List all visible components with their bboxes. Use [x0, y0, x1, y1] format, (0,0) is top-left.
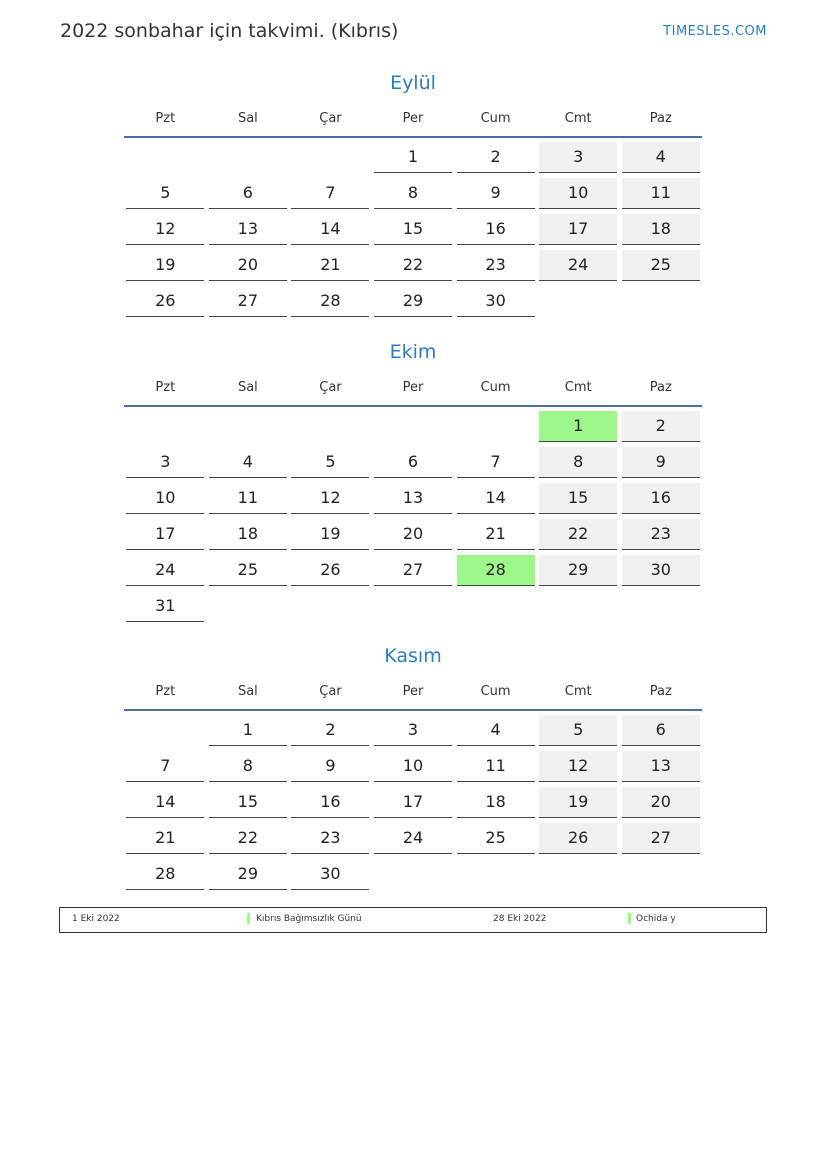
day-slot: [619, 282, 702, 318]
weekday-label: Cum: [480, 683, 511, 699]
empty-cell: [209, 142, 287, 172]
empty-cell: [291, 142, 369, 172]
day-slot: [372, 819, 455, 855]
day-slot: [124, 711, 207, 747]
month-title: Kasım: [384, 645, 442, 667]
day-cell[interactable]: 22: [539, 519, 617, 550]
day-cell[interactable]: 17: [126, 519, 204, 550]
day-cell[interactable]: 5: [126, 178, 204, 209]
day-cell[interactable]: 13: [374, 483, 452, 514]
day-slot: [289, 479, 372, 515]
day-slot: [289, 246, 372, 282]
day-cell[interactable]: 5: [539, 715, 617, 746]
day-cell[interactable]: 27: [209, 286, 287, 317]
day-cell[interactable]: 31: [126, 591, 204, 622]
day-slot: [619, 819, 702, 855]
week-row: [124, 783, 702, 819]
day-slot: [537, 443, 620, 479]
day-slot: [207, 711, 290, 747]
day-slot: [372, 515, 455, 551]
day-slot: [454, 819, 537, 855]
day-slot: [289, 174, 372, 210]
day-slot: [289, 587, 372, 623]
day-slot: [372, 747, 455, 783]
day-slot: [372, 407, 455, 443]
day-slot: [289, 747, 372, 783]
weekday-header: [124, 375, 702, 407]
day-cell[interactable]: 28: [457, 555, 535, 586]
day-cell[interactable]: 8: [209, 751, 287, 782]
day-slot: [289, 783, 372, 819]
week-row: [124, 819, 702, 855]
day-cell[interactable]: 1: [374, 142, 452, 173]
day-slot: [289, 551, 372, 587]
empty-cell: [622, 286, 700, 316]
day-slot: [372, 174, 455, 210]
empty-cell: [539, 591, 617, 621]
day-cell[interactable]: 26: [126, 286, 204, 317]
day-cell[interactable]: 17: [539, 214, 617, 245]
weekday-label: Pzt: [155, 683, 176, 699]
day-cell[interactable]: 12: [126, 214, 204, 245]
empty-cell: [539, 859, 617, 889]
day-cell[interactable]: 13: [209, 214, 287, 245]
day-slot: [289, 210, 372, 246]
day-cell[interactable]: 5: [291, 447, 369, 478]
day-slot: [372, 587, 455, 623]
day-slot: [619, 515, 702, 551]
empty-cell: [291, 411, 369, 441]
day-slot: [124, 515, 207, 551]
day-slot: [124, 246, 207, 282]
day-slot: [124, 587, 207, 623]
day-cell[interactable]: 15: [539, 483, 617, 514]
day-cell[interactable]: 10: [126, 483, 204, 514]
day-slot: [537, 407, 620, 443]
legend-name-2: Ochida y: [636, 914, 676, 924]
week-row: [124, 551, 702, 587]
week-row: [124, 210, 702, 246]
day-cell[interactable]: 20: [622, 787, 700, 818]
empty-cell: [457, 591, 535, 621]
day-slot: [124, 747, 207, 783]
brand-link[interactable]: TIMESLES.COM: [663, 24, 767, 39]
empty-cell: [126, 142, 204, 172]
week-row: [124, 282, 702, 318]
day-slot: [537, 819, 620, 855]
day-slot: [372, 783, 455, 819]
week-row: [124, 747, 702, 783]
day-cell[interactable]: 12: [291, 483, 369, 514]
day-cell[interactable]: 8: [539, 447, 617, 478]
weekday-header: [124, 679, 702, 711]
weekday-label: Cmt: [564, 110, 592, 126]
day-cell[interactable]: 1: [539, 411, 617, 442]
day-slot: [372, 210, 455, 246]
day-slot: [207, 174, 290, 210]
week-row: [124, 479, 702, 515]
weekday-label: Per: [402, 379, 424, 395]
weekday-label: Sal: [237, 379, 258, 395]
weekday-label: Çar: [319, 683, 342, 699]
day-slot: [537, 479, 620, 515]
day-slot: [124, 282, 207, 318]
day-slot: [537, 515, 620, 551]
day-cell[interactable]: 28: [291, 286, 369, 317]
day-slot: [289, 855, 372, 891]
day-cell[interactable]: 9: [291, 751, 369, 782]
day-slot: [454, 407, 537, 443]
day-slot: [124, 819, 207, 855]
day-slot: [619, 443, 702, 479]
day-slot: [619, 587, 702, 623]
day-slot: [207, 819, 290, 855]
day-cell[interactable]: 25: [457, 823, 535, 854]
day-slot: [207, 282, 290, 318]
week-row: [124, 515, 702, 551]
day-slot: [289, 515, 372, 551]
day-cell[interactable]: 23: [622, 519, 700, 550]
day-slot: [124, 138, 207, 174]
day-slot: [124, 479, 207, 515]
day-cell[interactable]: 13: [622, 751, 700, 782]
day-slot: [124, 407, 207, 443]
day-cell[interactable]: 4: [622, 142, 700, 173]
day-slot: [124, 855, 207, 891]
day-cell[interactable]: 29: [374, 286, 452, 317]
empty-cell: [374, 859, 452, 889]
day-cell[interactable]: 24: [374, 823, 452, 854]
day-cell[interactable]: 2: [291, 715, 369, 746]
day-slot: [372, 711, 455, 747]
day-slot: [619, 246, 702, 282]
day-slot: [207, 210, 290, 246]
week-row: [124, 443, 702, 479]
day-slot: [207, 855, 290, 891]
day-slot: [124, 443, 207, 479]
day-slot: [537, 282, 620, 318]
day-slot: [372, 443, 455, 479]
day-cell[interactable]: 14: [457, 483, 535, 514]
day-slot: [537, 783, 620, 819]
day-slot: [619, 747, 702, 783]
day-cell[interactable]: 19: [291, 519, 369, 550]
day-slot: [619, 711, 702, 747]
day-slot: [454, 783, 537, 819]
day-slot: [454, 246, 537, 282]
legend-mark-2: [628, 913, 631, 924]
day-slot: [372, 855, 455, 891]
day-cell[interactable]: 18: [622, 214, 700, 245]
day-slot: [289, 819, 372, 855]
month-september: [124, 68, 702, 318]
weekday-label: Paz: [649, 110, 672, 126]
day-cell[interactable]: 21: [457, 519, 535, 550]
empty-cell: [539, 286, 617, 316]
day-slot: [372, 479, 455, 515]
weekday-label: Per: [402, 683, 424, 699]
day-cell[interactable]: 19: [539, 787, 617, 818]
empty-cell: [457, 411, 535, 441]
day-slot: [124, 551, 207, 587]
day-slot: [619, 210, 702, 246]
day-cell[interactable]: 9: [622, 447, 700, 478]
day-slot: [454, 711, 537, 747]
day-slot: [372, 246, 455, 282]
weekday-label: Pzt: [155, 110, 176, 126]
legend-name-1: Kıbrıs Bağımsızlık Günü: [256, 914, 362, 924]
day-cell[interactable]: 22: [209, 823, 287, 854]
week-row: [124, 246, 702, 282]
weekday-label: Paz: [649, 683, 672, 699]
day-cell[interactable]: 18: [209, 519, 287, 550]
day-cell[interactable]: 8: [374, 178, 452, 209]
weekday-label: Cum: [480, 379, 511, 395]
day-cell[interactable]: 26: [291, 555, 369, 586]
day-cell[interactable]: 19: [126, 250, 204, 281]
day-cell[interactable]: 6: [374, 447, 452, 478]
day-cell[interactable]: 20: [209, 250, 287, 281]
day-cell[interactable]: 6: [209, 178, 287, 209]
day-cell[interactable]: 11: [622, 178, 700, 209]
day-cell[interactable]: 7: [457, 447, 535, 478]
day-slot: [537, 174, 620, 210]
day-cell[interactable]: 22: [374, 250, 452, 281]
week-row: [124, 855, 702, 891]
day-cell[interactable]: 11: [457, 751, 535, 782]
day-slot: [454, 282, 537, 318]
empty-cell: [374, 591, 452, 621]
day-cell[interactable]: 2: [622, 411, 700, 442]
day-cell[interactable]: 24: [126, 555, 204, 586]
day-slot: [619, 407, 702, 443]
day-slot: [537, 551, 620, 587]
day-cell[interactable]: 27: [622, 823, 700, 854]
month-november: [124, 641, 702, 891]
day-cell[interactable]: 14: [126, 787, 204, 818]
day-slot: [207, 138, 290, 174]
day-slot: [289, 138, 372, 174]
day-cell[interactable]: 4: [209, 447, 287, 478]
day-slot: [372, 138, 455, 174]
day-slot: [454, 443, 537, 479]
month-october: [124, 337, 702, 623]
day-slot: [372, 282, 455, 318]
day-cell[interactable]: 14: [291, 214, 369, 245]
month-title: Ekim: [389, 341, 437, 363]
day-cell[interactable]: 15: [374, 214, 452, 245]
day-slot: [454, 138, 537, 174]
day-cell[interactable]: 21: [291, 250, 369, 281]
day-cell[interactable]: 1: [209, 715, 287, 746]
week-row: [124, 138, 702, 174]
day-slot: [619, 855, 702, 891]
day-slot: [124, 210, 207, 246]
day-cell[interactable]: 3: [126, 447, 204, 478]
day-slot: [537, 210, 620, 246]
day-slot: [289, 407, 372, 443]
day-cell[interactable]: 2: [457, 142, 535, 173]
day-slot: [537, 711, 620, 747]
day-slot: [537, 747, 620, 783]
day-cell[interactable]: 18: [457, 787, 535, 818]
day-slot: [207, 551, 290, 587]
day-cell[interactable]: 30: [291, 859, 369, 890]
weekday-label: Per: [402, 110, 424, 126]
empty-cell: [622, 591, 700, 621]
day-slot: [289, 711, 372, 747]
day-cell[interactable]: 25: [209, 555, 287, 586]
day-cell[interactable]: 16: [622, 483, 700, 514]
weekday-label: Cmt: [564, 379, 592, 395]
week-row: [124, 174, 702, 210]
day-slot: [454, 515, 537, 551]
weekday-label: Sal: [237, 110, 258, 126]
day-slot: [619, 138, 702, 174]
empty-cell: [209, 411, 287, 441]
day-cell[interactable]: 23: [457, 250, 535, 281]
day-slot: [537, 587, 620, 623]
empty-cell: [126, 411, 204, 441]
day-cell[interactable]: 29: [539, 555, 617, 586]
day-slot: [454, 174, 537, 210]
day-cell[interactable]: 7: [126, 751, 204, 782]
day-cell[interactable]: 10: [374, 751, 452, 782]
weekday-header: [124, 106, 702, 138]
day-slot: [207, 246, 290, 282]
day-slot: [454, 587, 537, 623]
day-cell[interactable]: 20: [374, 519, 452, 550]
empty-cell: [291, 591, 369, 621]
day-cell[interactable]: 16: [457, 214, 535, 245]
legend-date-1: 1 Eki 2022: [72, 914, 120, 924]
day-cell[interactable]: 28: [126, 859, 204, 890]
month-title: Eylül: [390, 72, 436, 94]
day-cell[interactable]: 3: [374, 715, 452, 746]
empty-cell: [126, 715, 204, 745]
day-slot: [454, 210, 537, 246]
day-slot: [537, 246, 620, 282]
day-slot: [537, 138, 620, 174]
day-slot: [124, 174, 207, 210]
day-slot: [454, 479, 537, 515]
legend-date-2: 28 Eki 2022: [493, 914, 547, 924]
day-slot: [207, 515, 290, 551]
day-slot: [454, 747, 537, 783]
day-slot: [289, 282, 372, 318]
day-slot: [124, 783, 207, 819]
day-cell[interactable]: 3: [539, 142, 617, 173]
holiday-legend: [59, 907, 767, 933]
day-cell[interactable]: 12: [539, 751, 617, 782]
weekday-label: Çar: [319, 379, 342, 395]
day-slot: [372, 551, 455, 587]
weekday-label: Çar: [319, 110, 342, 126]
day-slot: [619, 479, 702, 515]
day-cell[interactable]: 24: [539, 250, 617, 281]
day-cell[interactable]: 10: [539, 178, 617, 209]
empty-cell: [622, 859, 700, 889]
weekday-label: Cmt: [564, 683, 592, 699]
day-slot: [207, 443, 290, 479]
day-slot: [207, 747, 290, 783]
day-slot: [537, 855, 620, 891]
page-title: 2022 sonbahar için takvimi. (Kıbrıs): [60, 20, 399, 42]
day-cell[interactable]: 15: [209, 787, 287, 818]
day-cell[interactable]: 11: [209, 483, 287, 514]
day-slot: [454, 855, 537, 891]
day-cell[interactable]: 25: [622, 250, 700, 281]
day-cell[interactable]: 7: [291, 178, 369, 209]
weekday-label: Cum: [480, 110, 511, 126]
day-slot: [619, 174, 702, 210]
week-row: [124, 587, 702, 623]
day-cell[interactable]: 26: [539, 823, 617, 854]
weekday-label: Pzt: [155, 379, 176, 395]
empty-cell: [374, 411, 452, 441]
day-slot: [619, 783, 702, 819]
day-slot: [454, 551, 537, 587]
week-row: [124, 407, 702, 443]
day-cell[interactable]: 6: [622, 715, 700, 746]
day-cell[interactable]: 21: [126, 823, 204, 854]
day-cell[interactable]: 30: [622, 555, 700, 586]
day-slot: [207, 407, 290, 443]
day-slot: [619, 551, 702, 587]
week-row: [124, 711, 702, 747]
day-slot: [207, 479, 290, 515]
day-cell[interactable]: 27: [374, 555, 452, 586]
day-slot: [289, 443, 372, 479]
day-cell[interactable]: 16: [291, 787, 369, 818]
day-cell[interactable]: 23: [291, 823, 369, 854]
day-cell[interactable]: 30: [457, 286, 535, 317]
day-cell[interactable]: 17: [374, 787, 452, 818]
day-slot: [207, 587, 290, 623]
legend-mark-1: [247, 913, 250, 924]
weekday-label: Sal: [237, 683, 258, 699]
weekday-label: Paz: [649, 379, 672, 395]
day-cell[interactable]: 29: [209, 859, 287, 890]
day-slot: [207, 783, 290, 819]
empty-cell: [209, 591, 287, 621]
empty-cell: [457, 859, 535, 889]
day-cell[interactable]: 4: [457, 715, 535, 746]
day-cell[interactable]: 9: [457, 178, 535, 209]
